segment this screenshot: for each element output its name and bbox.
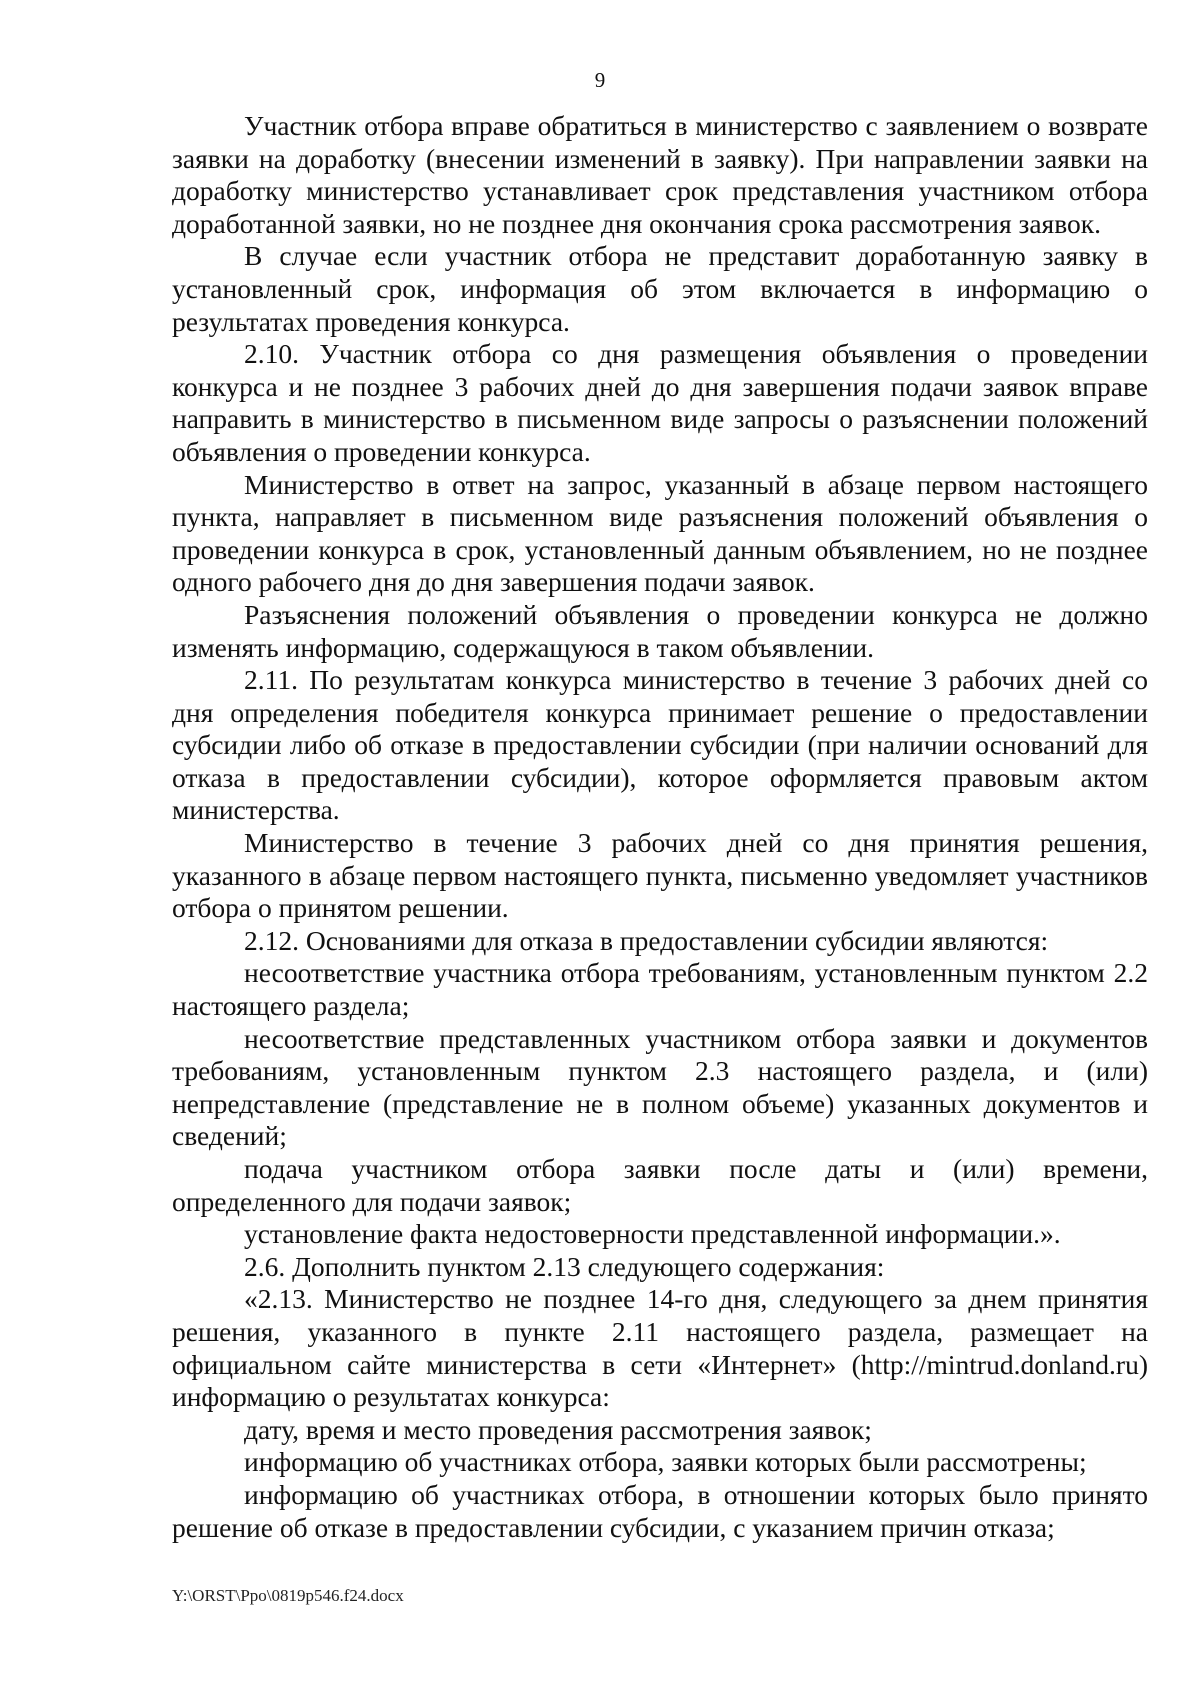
paragraph: информацию об участниках отбора, заявки которых были рассмотрены; bbox=[244, 1446, 1087, 1478]
paragraph: установление факта недостоверности представленной информации.». bbox=[244, 1218, 1061, 1250]
paragraph: несоответствие участника отбора требованиям, установленным пунктом 2.2 настоящего раздела; bbox=[172, 957, 1148, 1022]
paragraph: Участник отбора вправе обратиться в министерство с заявлением о возврате заявки на доработку (внесении изменений в заявку). При направлении заявки на доработку министерство устанавливает срок представления участником отбора доработанной заявки, но не позднее дня окончания срока рассмотрения заявок. bbox=[172, 110, 1148, 239]
paragraph: 2.11. По результатам конкурса министерство в течение 3 рабочих дней со дня определения победителя конкурса принимает решение о предоставлении субсидии либо об отказе в предоставлении субсидии (при наличии оснований для отказа в предоставлении субсидии), которое оформляется правовым актом министерства. bbox=[172, 664, 1148, 826]
paragraph: Министерство в течение 3 рабочих дней со дня принятия решения, указанного в абзаце первом настоящего пункта, письменно уведомляет участников отбора о принятом решении. bbox=[172, 827, 1148, 924]
paragraph: Разъяснения положений объявления о проведении конкурса не должно изменять информацию, содержащуюся в таком объявлении. bbox=[172, 598, 1148, 663]
paragraph: «2.13. Министерство не позднее 14-го дня, следующего за днем принятия решения, указанного в пункте 2.11 настоящего раздела, размещает на официальном сайте министерства в сети «Интернет» (http://mintrud.donland.ru) информацию о результатах конкурса: bbox=[172, 1283, 1148, 1413]
paragraph: дату, время и место проведения рассмотрения заявок; bbox=[244, 1413, 872, 1445]
paragraph: В случае если участник отбора не представит доработанную заявку в установленный срок, информация об этом включается в информацию о результатах проведения конкурса. bbox=[172, 240, 1148, 337]
paragraph: 2.10. Участник отбора со дня размещения объявления о проведении конкурса и не позднее 3 рабочих дней до дня завершения подачи заявок вправе направить в министерство в письменном виде запросы о разъяснении положений объявления о проведении конкурса. bbox=[172, 338, 1148, 467]
paragraph: 2.12. Основаниями для отказа в предоставлении субсидии являются: bbox=[244, 924, 1049, 956]
document-body bbox=[172, 110, 1148, 1544]
footer-file-path: Y:\ORST\Ppo\0819p546.f24.docx bbox=[172, 1586, 404, 1605]
paragraph: подача участником отбора заявки после даты и (или) времени, определенного для подачи заявок; bbox=[172, 1153, 1148, 1217]
paragraph: Министерство в ответ на запрос, указанный в абзаце первом настоящего пункта, направляет в письменном виде разъяснения положений объявления о проведении конкурса в срок, установленный данным объявлением, но не позднее одного рабочего дня до дня завершения подачи заявок. bbox=[172, 468, 1148, 598]
paragraph: несоответствие представленных участником отбора заявки и документов требованиям, установленным пунктом 2.3 настоящего раздела, и (или) непредставление (представление не в полном объеме) указанных документов и сведений; bbox=[172, 1022, 1148, 1152]
page-number: 9 bbox=[594, 68, 606, 92]
paragraph: 2.6. Дополнить пунктом 2.13 следующего содержания: bbox=[244, 1250, 885, 1282]
paragraph: информацию об участниках отбора, в отношении которых было принято решение об отказе в предоставлении субсидии, с указанием причин отказа; bbox=[172, 1478, 1148, 1543]
